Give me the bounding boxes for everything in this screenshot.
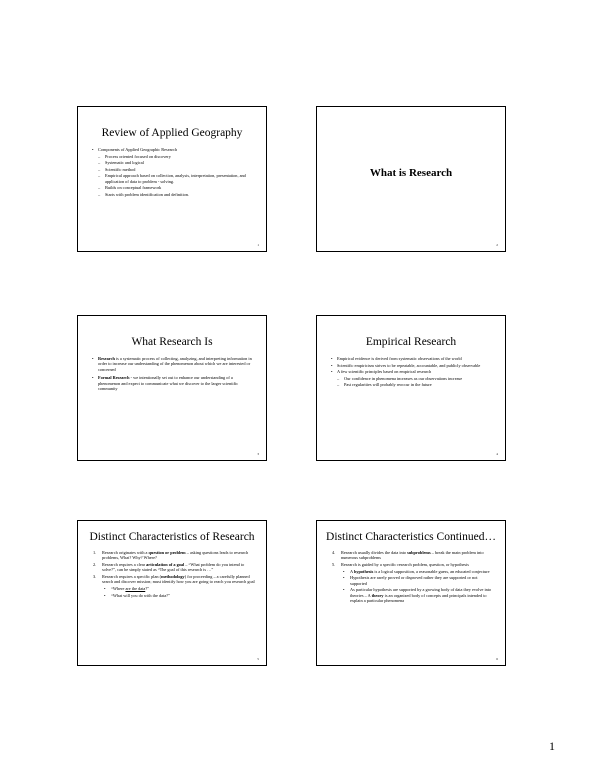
slide-what-is-research [316,106,506,252]
slide-number: 6 [496,657,498,661]
slide-body [78,550,266,598]
list-item [92,550,256,561]
sub-list-item [331,569,495,574]
item-text: – break the main problem into numerous subproblems [341,550,484,561]
item-text: – asking questions leads to research problems, What? Why? Where? [102,550,249,561]
slide-title: Review of Applied Geography [101,127,243,139]
item-emphasis: methodology [161,574,185,579]
slide-distinct-characteristics [77,520,267,666]
page-number: 1 [549,739,555,753]
item-text: – “What problem do you intend to solve?”, can be simply stated as “The goal of this research is …” [102,562,245,573]
item-emphasis: subproblems [407,550,431,555]
list-item: – Process oriented focused on discovery [92,154,256,159]
slide-review-applied-geography [77,106,267,252]
slide-title: What Research Is [131,336,213,348]
item-text: Research usually divides the data into [341,550,408,555]
slide-distinct-characteristics-continued [316,520,506,666]
list-item [92,356,256,372]
slide-number: 2 [496,243,498,247]
item-text: “Where [111,586,126,591]
slide-body [317,550,505,603]
list-item: – Empirical approach based on collection, analysis, interpretation, presentation, and application of data to problem - solving. [92,173,256,184]
list-item [331,550,495,561]
item-text: ?” [145,586,150,591]
item-emphasis: articulation of a goal [146,562,185,567]
item-text: Hypothesis are rarely proved or disproved rather they are supported or not supported [350,575,478,586]
slide-title: Distinct Characteristics of Research [89,531,255,543]
slide-number: 5 [257,657,259,661]
list-item: • Scientific empiricism strives to be repeatable, accountable, and publicly observable [331,363,495,368]
item-number: 1. [93,550,97,555]
item-text: is an organized body of concepts and principals intended to explain a particular phenomena [350,592,487,603]
slide-body [78,356,266,391]
item-text: Research requires a specific plan ( [102,574,162,579]
list-item: – Systematic and logical [92,160,256,165]
list-item: – Scientific method [92,167,256,172]
item-text: A [350,568,354,574]
term: Research [98,356,115,361]
item-text: is a logical supposition, a reasonable guess, an educated conjecture [373,568,490,574]
definition: is a systematic process of collecting, analyzing, and interpreting information in order to increase our understanding of the phenomenon about which we are interested or concerned [98,356,252,372]
item-emphasis: hypothesis [353,568,374,574]
list-item: • Components of Applied Geographic Research [92,147,256,152]
item-text: Research requires a clear [102,562,147,567]
list-item [92,375,256,391]
item-emphasis: are the data [125,586,146,591]
list-item: – Builds on conceptual framework [92,185,256,190]
item-number: 2. [93,562,97,567]
term: Formal Research [98,375,130,381]
slide-number: 3 [257,452,259,456]
item-number: 4. [332,550,336,555]
slide-what-research-is [77,315,267,461]
item-number: 3. [93,574,97,579]
list-item [331,562,495,567]
slide-body [317,356,505,388]
item-text: Research originates with a [102,550,149,555]
list-item: • Empirical evidence is derived from systematic observations of the world [331,356,495,361]
item-text: ) for proceeding – a carefully planned search and discover mission; must identify how you are going to reach you research goal [102,574,255,585]
sub-list-item [92,593,256,598]
definition: - we intentionally set out to enhance our understanding of a phenomenon and expect to communicate what we discover to the larger scientific community [98,375,239,392]
list-item [92,562,256,573]
sub-list-item [331,587,495,603]
slide-title: What is Research [369,167,453,179]
sub-list-item [331,575,495,586]
slide-empirical-research [316,315,506,461]
list-item: – Starts with problem identification and definition. [92,192,256,197]
item-text: As particular hypothesis are supported by a growing body of data they evolve into theories – A [350,587,492,598]
item-number: 5. [332,562,336,567]
slide-body [78,147,266,197]
slide-title: Distinct Characteristics Continued… [326,531,496,543]
list-item: – Our confidence in phenomena increases as our observations increase [331,376,495,381]
sub-list-item [92,586,256,591]
item-emphasis: theory [371,592,384,598]
slide-number: 1 [257,243,259,247]
list-item [92,574,256,585]
slide-number: 4 [496,452,498,456]
item-text: “What will you do with the data?” [111,592,170,598]
item-emphasis: question or problem [148,550,186,555]
slide-title: Empirical Research [365,336,457,348]
list-item: • A few scientific principles based on empirical research [331,369,495,374]
item-text: Research is guided by a specific research problem, question, or hypothesis [341,562,469,567]
list-item: – Past regularities will probably reoccur in the future [331,382,495,387]
